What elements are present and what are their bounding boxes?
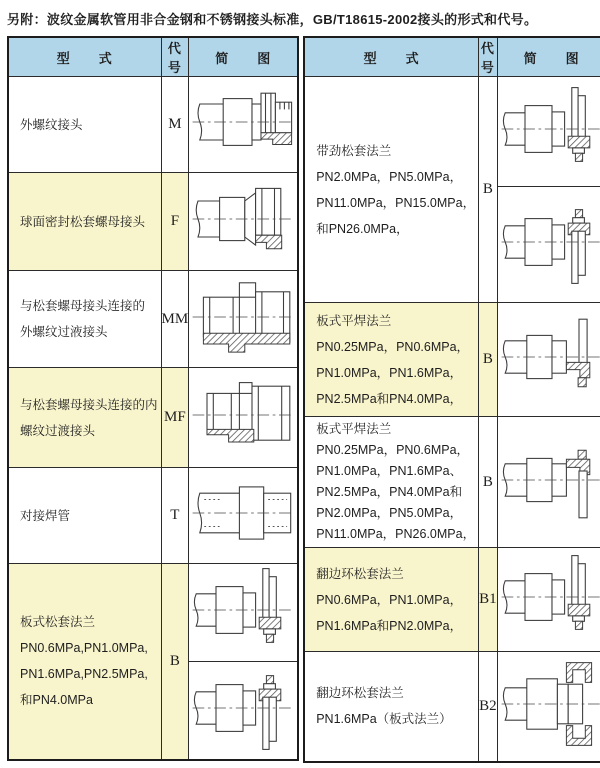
type-text-line: 板式松套法兰 xyxy=(20,615,96,630)
diagram-cell xyxy=(497,417,600,548)
type-cell xyxy=(304,303,478,417)
type-text-line: 外螺纹过液接头 xyxy=(20,325,108,339)
plate-loose-flange-down-diagram xyxy=(189,663,297,753)
type-text-line: PN1.0MPa，PN1.6MPa， xyxy=(316,365,463,380)
diagram-cell xyxy=(497,187,600,303)
diagram-cell xyxy=(189,77,299,173)
diagram-cell xyxy=(189,173,299,271)
type-text-line: 翻边环松套法兰 xyxy=(316,566,404,581)
left-joint-table xyxy=(7,36,299,761)
type-text-line: 对接焊管 xyxy=(20,508,71,523)
flanged-ring-plate-flange-diagram xyxy=(498,659,600,749)
header-cell: 代号 xyxy=(479,37,498,77)
spherical-seal-loose-nut-fitting-diagram xyxy=(189,174,297,264)
neck-loose-flange-down-diagram xyxy=(498,197,600,287)
diagram-cell xyxy=(497,303,600,417)
diagram-cell xyxy=(189,662,299,760)
male-female-adapter-diagram xyxy=(189,370,297,460)
male-thread-fitting-diagram xyxy=(189,77,297,167)
type-text-line: PN11.0MPa，PN15.0MPa， xyxy=(316,195,476,210)
type-text-line: 带劲松套法兰 xyxy=(316,143,392,158)
type-cell xyxy=(8,173,161,271)
type-text-line: 板式平焊法兰 xyxy=(316,313,392,328)
type-cell xyxy=(304,417,478,548)
type-cell xyxy=(304,652,478,762)
type-text-line: PN0.6MPa,PN1.0MPa, xyxy=(20,641,148,656)
code-cell: B xyxy=(479,303,498,417)
type-text-line: PN2.5MPa和PN4.0MPa， xyxy=(316,391,463,406)
diagram-cell xyxy=(189,271,299,368)
table-row xyxy=(8,564,298,662)
type-text-line: PN11.0MPa，PN26.0MPa， xyxy=(316,527,476,541)
code-cell: M xyxy=(161,77,189,173)
header-row xyxy=(8,37,298,77)
type-cell xyxy=(8,468,161,564)
diagram-cell xyxy=(497,77,600,187)
page-title: 另附：波纹金属软管用非合金钢和不锈钢接头标准，GB/T18615-2002接头的形式和代号。 xyxy=(7,12,538,27)
flanged-ring-loose-flange-diagram xyxy=(498,552,600,642)
table-row xyxy=(8,271,298,368)
header-cell: 简 图 xyxy=(497,37,600,77)
type-cell xyxy=(8,271,161,368)
type-text-line: 和PN4.0MPa xyxy=(20,693,93,708)
header-cell: 型 式 xyxy=(304,37,478,77)
type-text-line: PN0.25MPa，PN0.6MPa， xyxy=(316,339,470,354)
table-row xyxy=(304,77,600,187)
type-text-line: 板式平焊法兰 xyxy=(316,422,392,436)
table-row xyxy=(8,77,298,173)
table-row xyxy=(8,173,298,271)
type-text-line: PN0.6MPa，PN1.0MPa， xyxy=(316,592,463,607)
table-row xyxy=(8,368,298,468)
code-cell: B xyxy=(479,77,498,303)
table-row xyxy=(8,468,298,564)
plate-loose-flange-up-diagram xyxy=(189,565,297,655)
table-row xyxy=(304,417,600,548)
table-row xyxy=(304,652,600,762)
male-male-adapter-diagram xyxy=(189,272,297,362)
table-row xyxy=(304,548,600,652)
type-text-line: PN1.6MPa（板式法兰） xyxy=(316,712,452,727)
type-cell xyxy=(8,564,161,760)
flat-weld-flange-down-diagram xyxy=(498,435,600,525)
type-text-line: 外螺纹接头 xyxy=(20,117,83,132)
diagram-cell xyxy=(497,548,600,652)
flat-weld-flange-diagram xyxy=(498,312,600,402)
code-cell: B xyxy=(161,564,189,760)
type-text-line: 与松套螺母接头连接的内 xyxy=(20,397,158,412)
diagram-cell xyxy=(189,468,299,564)
type-text-line: PN2.5MPa，PN4.0MPa和 xyxy=(316,485,463,499)
type-text-line: PN2.0MPa，PN5.0MPa， xyxy=(316,506,463,520)
type-cell xyxy=(304,548,478,652)
code-cell: B1 xyxy=(479,548,498,652)
diagram-cell xyxy=(497,652,600,762)
type-text-line: PN1.6MPa和PN2.0MPa， xyxy=(316,618,463,633)
neck-loose-flange-up-diagram xyxy=(498,84,600,174)
left-table-slot xyxy=(7,36,299,761)
type-text-line: PN2.0MPa，PN5.0MPa， xyxy=(316,169,463,184)
right-table-slot xyxy=(303,36,600,763)
type-text-line: 和PN26.0MPa， xyxy=(316,221,409,236)
header-row xyxy=(304,37,600,77)
code-cell: MF xyxy=(161,368,189,468)
code-cell: T xyxy=(161,468,189,564)
header-cell: 代号 xyxy=(161,37,189,77)
right-joint-table xyxy=(303,36,600,763)
diagram-cell xyxy=(189,564,299,662)
type-cell xyxy=(8,77,161,173)
type-cell xyxy=(8,368,161,468)
table-row xyxy=(304,303,600,417)
header-cell: 简 图 xyxy=(189,37,299,77)
code-cell: B2 xyxy=(479,652,498,762)
type-text-line: 螺纹过渡接头 xyxy=(20,423,96,438)
tables-container xyxy=(7,36,594,763)
type-text-line: 球面密封松套螺母接头 xyxy=(20,214,146,229)
type-text-line: PN0.25MPa，PN0.6MPa， xyxy=(316,443,470,457)
code-cell: MM xyxy=(161,271,189,368)
type-text-line: PN1.0MPa，PN1.6MPa、 xyxy=(316,464,463,478)
type-cell xyxy=(304,77,478,303)
type-text-line: 翻边环松套法兰 xyxy=(316,686,404,701)
butt-weld-pipe-diagram xyxy=(189,468,297,558)
type-text-line: PN1.6MPa,PN2.5MPa, xyxy=(20,667,148,682)
type-text-line: 与松套螺母接头连接的 xyxy=(20,299,146,313)
header-cell: 型 式 xyxy=(8,37,161,77)
code-cell: B xyxy=(479,417,498,548)
code-cell: F xyxy=(161,173,189,271)
diagram-cell xyxy=(189,368,299,468)
